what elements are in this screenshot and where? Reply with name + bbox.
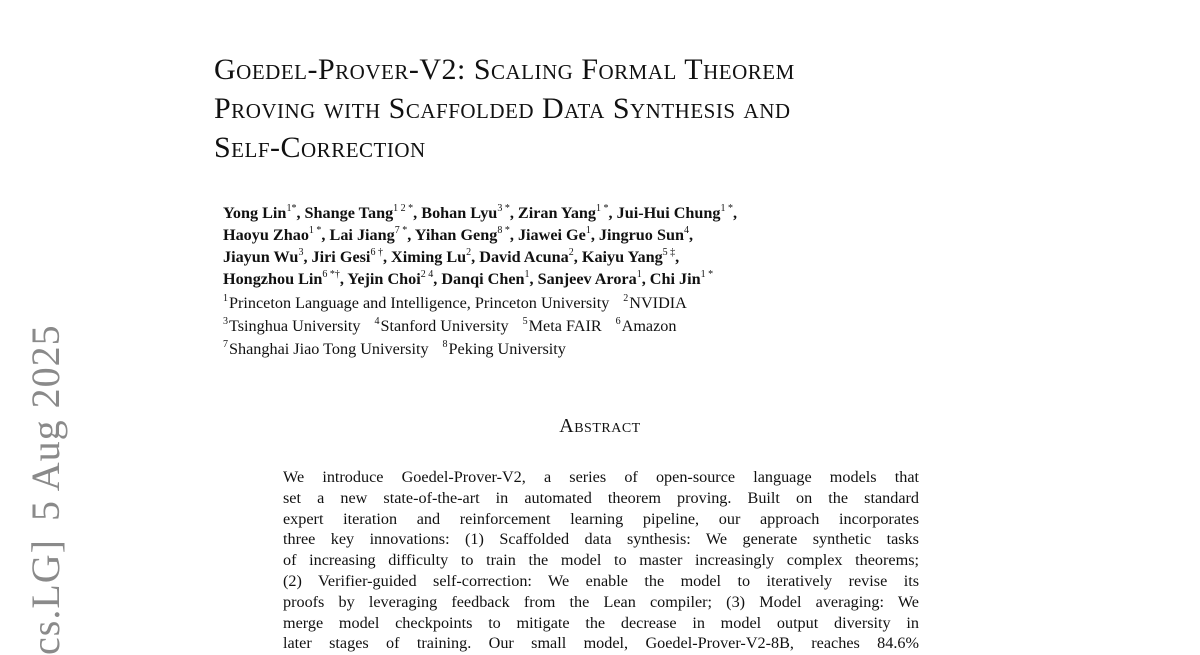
affiliation: [623, 294, 687, 312]
author-affiliation-mark: 6 †: [370, 247, 383, 258]
abstract-line: later stages of training. Our small model, Goedel-Prover-V2-8B, reaches 84.6%: [283, 634, 919, 653]
author-affiliation-mark: 1 2 *: [393, 203, 414, 214]
author-line: Hongzhou Lin$^{6 *\dagger}$, Yejin Choi$^{2 4}$, Danqi Chen$^1$, Sanjeev Arora$^1$, Chi Jin$^{1 *}$: [223, 269, 714, 288]
affiliation-number: 8: [442, 339, 448, 350]
author-name: Yong Lin: [223, 204, 287, 222]
title-line: Self-Correction: [214, 131, 426, 164]
author-affiliation-mark: 1 *: [308, 225, 322, 236]
author-name: Jingruo Sun: [598, 226, 684, 244]
affiliation: [223, 294, 609, 312]
author-affiliation-mark: 6 *†: [322, 269, 340, 280]
author-name: Danqi Chen: [441, 270, 525, 288]
author-name: David Acuna: [479, 248, 569, 266]
author-affiliation-mark: 1: [524, 269, 530, 280]
abstract-line: expert iteration and reinforcement learning pipeline, our approach incorporates: [283, 509, 919, 528]
author-name: Haoyu Zhao: [223, 226, 309, 244]
affiliation-name: Tsinghua University: [229, 317, 361, 335]
affiliation-number: 7: [223, 339, 228, 350]
author-name: Chi Jin: [649, 270, 701, 288]
author-name: Yejin Choi: [347, 270, 421, 288]
abstract-line: proofs by leveraging feedback from the Lean compiler; (3) Model averaging: We: [283, 592, 919, 611]
author-name: Jiayun Wu: [223, 248, 299, 266]
abstract-line: three key innovations: (1) Scaffolded data synthesis: We generate synthetic tasks: [283, 530, 919, 549]
affiliation-number: 5: [522, 316, 528, 327]
author-affiliation-mark: 5 ‡: [662, 247, 676, 258]
affiliation-number: 1: [223, 293, 228, 304]
affiliation-line: [223, 292, 983, 315]
abstract-body: [283, 467, 919, 654]
author-affiliation-mark: 1 *: [720, 203, 734, 214]
author-name: Jiawei Ge: [517, 226, 586, 244]
author-name: Ximing Lu: [391, 248, 467, 266]
author-affiliation-mark: 1*: [286, 203, 297, 214]
abstract-line: (2) Verifier-guided self-correction: We enable the model to iteratively revise its: [283, 571, 919, 590]
affiliation-name: Meta FAIR: [528, 317, 602, 335]
affiliation-name: Peking University: [448, 340, 566, 358]
author-name: Kaiyu Yang: [581, 248, 663, 266]
author-name: Lai Jiang: [329, 226, 395, 244]
affiliation-name: NVIDIA: [629, 294, 687, 312]
affiliation-name: Stanford University: [380, 317, 509, 335]
author-affiliation-mark: 4: [683, 225, 689, 236]
affiliation-number: 4: [374, 316, 380, 327]
author-line: Yong Lin$^{1*}$, Shange Tang$^{1 2 *}$, Bohan Lyu$^{3 *}$, Ziran Yang$^{1 *}$, Jui-Hui Chung$^{1 *}$,: [223, 203, 738, 222]
author-name: Shange Tang: [304, 204, 394, 222]
author-line: Haoyu Zhao$^{1 *}$, Lai Jiang$^{7 *}$, Yihan Geng$^{8 *}$, Jiawei Ge$^1$, Jingruo Sun$^4$,: [223, 225, 693, 244]
affiliation-number: 2: [623, 293, 629, 304]
author-affiliation-mark: 7 *: [394, 225, 408, 236]
author-affiliation-mark: 2: [466, 247, 472, 258]
author-name: Ziran Yang: [517, 204, 597, 222]
paper-title: [214, 50, 1034, 167]
affiliation-name: Shanghai Jiao Tong University: [229, 340, 429, 358]
author-affiliation-mark: 1: [585, 225, 591, 236]
author-affiliation-mark: 1: [636, 269, 642, 280]
author-name: Sanjeev Arora: [537, 270, 637, 288]
abstract-line: set a new state-of-the-art in automated theorem proving. Built on the standard: [283, 488, 919, 507]
title-line: Goedel-Prover-V2: Scaling Formal Theorem: [214, 53, 795, 86]
arxiv-category: cs.LG]: [23, 539, 68, 655]
author-name: Jiri Gesi: [311, 248, 371, 266]
affiliation: [375, 317, 509, 335]
affiliation-list: [223, 292, 983, 361]
affiliation-name: Amazon: [621, 317, 677, 335]
abstract-line: merge model checkpoints to mitigate the decrease in model output diversity in: [283, 613, 919, 632]
author-name: Yihan Geng: [414, 226, 498, 244]
author-name: Bohan Lyu: [421, 204, 498, 222]
author-affiliation-mark: 1 *: [700, 269, 714, 280]
abstract-line: We introduce Goedel-Prover-V2, a series of open-source language models that: [283, 468, 919, 486]
arxiv-side-stamp: [22, 306, 69, 655]
title-line: Proving with Scaffolded Data Synthesis and: [214, 92, 791, 125]
author-affiliation-mark: 3: [298, 247, 304, 258]
author-name: Hongzhou Lin: [223, 270, 323, 288]
affiliation: [223, 340, 429, 358]
author-affiliation-mark: 1 *: [596, 203, 609, 214]
affiliation-name: Princeton Language and Intelligence, Princeton University: [229, 294, 610, 312]
affiliation: [443, 340, 566, 358]
arxiv-date: 5 Aug 2025: [23, 324, 68, 522]
affiliation-line: [223, 338, 983, 361]
abstract-line: of increasing difficulty to train the model to master increasingly complex theorems;: [283, 551, 919, 570]
affiliation-number: 6: [615, 316, 621, 327]
author-name: Jui-Hui Chung: [616, 204, 721, 222]
author-list: [223, 202, 983, 290]
author-affiliation-mark: 3 *: [497, 203, 510, 214]
author-affiliation-mark: 2: [568, 247, 574, 258]
author-affiliation-mark: 8 *: [497, 225, 510, 236]
affiliation: [523, 317, 602, 335]
affiliation-line: [223, 315, 983, 338]
affiliation: [616, 317, 677, 335]
author-line: Jiayun Wu$^3$, Jiri Gesi$^{6 \dagger}$, Ximing Lu$^2$, David Acuna$^2$, Kaiyu Yang$^{5 \ddagger}$,: [223, 247, 680, 266]
affiliation: [223, 317, 361, 335]
abstract-heading: Abstract: [559, 415, 641, 437]
author-affiliation-mark: 2 4: [420, 269, 434, 280]
affiliation-number: 3: [223, 316, 228, 327]
